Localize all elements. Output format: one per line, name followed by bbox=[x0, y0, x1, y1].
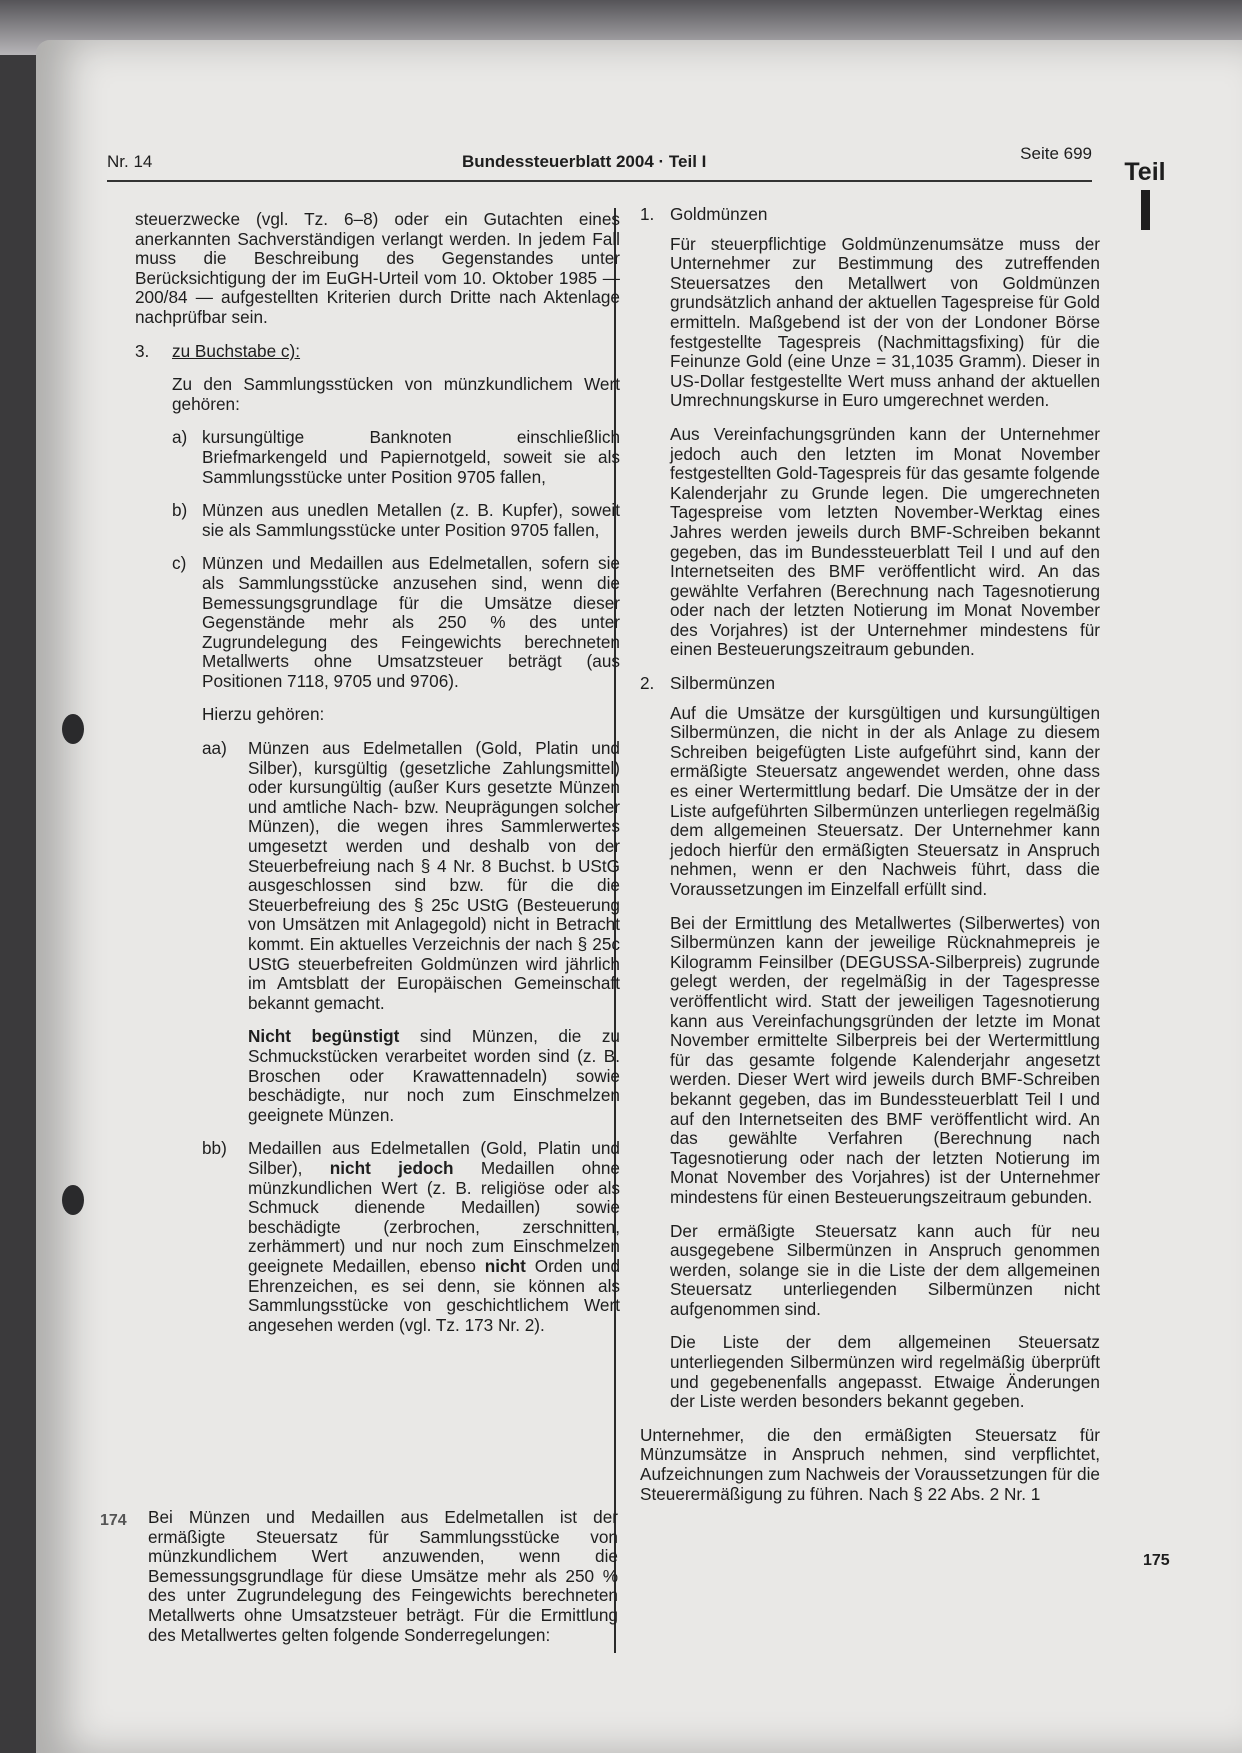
paragraph-174 bbox=[148, 1508, 618, 1659]
list-item bbox=[172, 501, 620, 540]
paragraph: Für steuerpflichtige Goldmünzenumsätze muss der Unternehmer zur Bestimmung des zutreffenden Steuersatzes den Metallwert von Goldmünzen grundsätzlich anhand der aktuellen Tagespreise für Gold ermitteln. Maßgebend ist der von der Londoner Börse festgestellte Tagespreis (Nachmittagsfixing) für die Feinunze Gold (eine Unze = 31,1035 Gramm). Dieser in US-Dollar festgestellte Wert muss anhand der aktuellen Umrechnungskurse in Euro umgerechnet werden. bbox=[670, 233, 1100, 411]
punch-hole bbox=[62, 714, 84, 744]
issue-number: Nr. 14 bbox=[107, 152, 153, 171]
paragraph: Auf die Umsätze der kursgültigen und kursungültigen Silbermünzen, die nicht in der als Anlage zu diesem Schreiben beigefügten Liste aufgeführt sind, kann der ermäßigte Steuersatz angewendet werden, ohne dass es einer Wertermittlung bedarf. Die Umsätze der in der Liste aufgeführten Silbermünzen unterliegen regelmäßig dem allgemeinen Steuersatz. Der Unternehmer kann jedoch hierfür den ermäßigten Steuersatz in Anspruch nehmen, wenn er den Nachweis führt, dass die Voraussetzungen im Einzelfall erfüllt sind. bbox=[670, 702, 1100, 899]
item-marker: b) bbox=[172, 500, 188, 521]
list-item bbox=[135, 342, 620, 1336]
sub-item bbox=[202, 1139, 620, 1335]
left-column bbox=[135, 210, 620, 1349]
list-item bbox=[172, 554, 620, 1335]
margin-number: 174 bbox=[100, 1512, 127, 1529]
paragraph: Der ermäßigte Steuersatz kann auch für neu ausgegebene Silbermünzen in Anspruch genommen werden, solange sie in die Liste der dem allgemeinen Steuersatz unterliegenden Silbermünzen nicht aufgenommen sind. bbox=[670, 1220, 1100, 1319]
list-item bbox=[172, 428, 620, 487]
teil-label: Teil bbox=[1124, 158, 1166, 186]
emphasis: nicht jedoch bbox=[329, 1157, 454, 1178]
paragraph: Unternehmer, die den ermäßigten Steuersatz für Münzumsätze in Anspruch nehmen, sind verpflichtet, Aufzeichnungen zum Nachweis der Voraussetzungen für die Steuerermäßigung zu führen. Nach § 22 Abs. 2 Nr. 1 bbox=[640, 1424, 1100, 1504]
paragraph: Bei der Ermittlung des Metallwertes (Silberwertes) von Silbermünzen kann der jeweilige Rücknahmepreis je Kilogramm Feinsilber (DEGUSSA-Silberpreis) zugrunde gelegt werden, der regelmäßig in der Tagespresse veröffentlicht wird. Statt der jeweiligen Tagesnotierung kann aus Vereinfachungsgründen der letzte im Monat November ermittelte Silberpreis bei der Wertermittlung für das gesamte folgende Kalenderjahr angesetzt werden. Dieser Wert wird jeweils durch BMF-Schreiben bekannt gegeben, das im Bundessteuerblatt Teil I und auf den Internetseiten des BMF veröffentlicht wird. An das gewählte Verfahren (Berechnung nach Tagesnotierung oder nach der letzten Notierung im Monat November des Vorjahres) ist der Unternehmer mindestens für einen Besteuerungszeitraum gebunden. bbox=[670, 912, 1100, 1207]
section-heading: zu Buchstabe c): bbox=[172, 340, 301, 361]
teil-marker bbox=[1110, 160, 1180, 230]
page-number: Seite 699 bbox=[1020, 144, 1092, 163]
emphasis: nicht bbox=[484, 1255, 526, 1276]
list-item bbox=[640, 674, 1100, 1412]
teil-numeral bbox=[1141, 190, 1150, 230]
item-text: Münzen aus Edelmetallen (Gold, Platin und Silber), kursgültig (gesetzliche Zahlungsmittel) oder kursungültig (außer Kurs gesetzte Münzen und amtliche Nach- bzw. Neuprägungen solcher Münzen), die wegen ihres Sammlerwertes umgesetzt werden und deshalb von der Steuerbefreiung nach § 4 Nr. 8 Buchst. b UStG ausgeschlossen sind bzw. für die die Steuerbefreiung des § 25c UStG (Besteuerung von Umsätzen mit Anlagegold) nicht in Betracht kommt. Ein aktuelles Verzeichnis der nach § 25c UStG steuerbefreiten Goldmünzen wird jährlich im Amtsblatt der Europäischen Gemeinschaft bekannt gemacht. bbox=[248, 738, 620, 1013]
item-text: kursungültige Banknoten einschließlich Briefmarkengeld und Papiernotgeld, soweit sie als Sammlungsstücke unter Position 9705 fallen, bbox=[202, 427, 620, 487]
publication-title: Bundessteuerblatt 2004 · Teil I bbox=[462, 152, 707, 171]
margin-number: 175 bbox=[1143, 1552, 1170, 1569]
sub-item bbox=[202, 739, 620, 1125]
paragraph: Nicht begünstigt sind Münzen, die zu Schmuckstücken verarbeitet worden sind (z. B. Broschen oder Krawattennadeln) sowie beschädigte, nur noch zum Einschmelzen geeignete Münzen. bbox=[248, 1026, 620, 1125]
paragraph: Hierzu gehören: bbox=[202, 704, 325, 725]
paragraph: Bei Münzen und Medaillen aus Edelmetallen ist der ermäßigte Steuersatz für Sammlungsstücke von münzkundlichem Wert anzuwenden, wenn die Bemessungsgrundlage für diese Umsätze mehr als 250 % des unter Zugrundelegung des Feingewichts berechneten Metallwerts ohne Umsatzsteuer beträgt. Für die Ermittlung des Metallwertes gelten folgende Sonderregelungen: bbox=[148, 1507, 618, 1645]
page-header bbox=[107, 140, 1092, 182]
item-marker: 3. bbox=[135, 340, 150, 361]
item-marker: 2. bbox=[640, 673, 655, 694]
punch-hole bbox=[62, 1185, 84, 1215]
section-heading: Goldmünzen bbox=[670, 204, 768, 224]
emphasis: Nicht begünstigt bbox=[248, 1026, 400, 1047]
paragraph: Die Liste der dem allgemeinen Steuersatz unterliegenden Silbermünzen wird regelmäßig überprüft und gegebenenfalls angepasst. Etwaige Änderungen der Liste werden besonders bekannt gegeben. bbox=[670, 1332, 1100, 1412]
list-item bbox=[640, 205, 1100, 660]
item-marker: c) bbox=[172, 553, 187, 574]
paragraph: steuerzwecke (vgl. Tz. 6–8) oder ein Gutachten eines anerkannten Sachverständigen verlangt werden. In jedem Fall muss die Beschreibung des Gegenstandes unter Berücksichtigung der im EuGH-Urteil vom 10. Oktober 1985 — 200/84 — aufgestellten Kriterien durch Dritte nach Aktenlage nachprüfbar sein. bbox=[135, 209, 620, 327]
item-text: Medaillen aus Edelmetallen (Gold, Platin und Silber), nicht jedoch Medaillen ohne münzkundlichen Wert (z. B. religiöse oder als Schmuck dienende Medaillen) sowie beschädigte (zerbrochen, zerschnitten, zerhämmert) und nur noch zum Einschmelzen geeignete Medaillen, ebenso nicht Orden und Ehrenzeichen, es sei denn, sie können als Sammlungsstücke von geschichtlichem Wert angesehen werden (vgl. Tz. 173 Nr. 2). bbox=[248, 1138, 621, 1335]
item-marker: bb) bbox=[202, 1138, 227, 1159]
item-text: Münzen aus unedlen Metallen (z. B. Kupfer), soweit sie als Sammlungsstücke unter Position 9705 fallen, bbox=[202, 500, 620, 540]
item-marker: a) bbox=[172, 427, 188, 448]
item-marker: aa) bbox=[202, 738, 227, 759]
item-marker: 1. bbox=[640, 204, 655, 224]
item-text: Münzen und Medaillen aus Edelmetallen, sofern sie als Sammlungsstücke anzusehen sind, wenn die Bemessungsgrundlage für die Umsätze dieser Gegenstände mehr als 250 % des unter Zugrundelegung des Feingewichts berechneten Metallwerts ohne Umsatzsteuer beträgt (aus Positionen 7118, 9705 und 9706). bbox=[202, 553, 620, 691]
section-heading: Silbermünzen bbox=[670, 673, 776, 694]
right-column bbox=[640, 205, 1100, 1518]
paragraph: Zu den Sammlungsstücken von münzkundlichem Wert gehören: bbox=[172, 374, 620, 414]
paragraph: Aus Vereinfachungsgründen kann der Unternehmer jedoch auch den letzten im Monat November festgestellten Gold-Tagespreis für das gesamte folgende Kalenderjahr zu Grunde legen. Die umgerechneten Tagespreise vom letzten November-Werktag eines Jahres werden jeweils durch BMF-Schreiben bekannt gegeben, das im Bundessteuerblatt Teil I und auf den Internetseiten des BMF veröffentlicht wird. An das gewählte Verfahren (Berechnung nach Tagesnotierung oder nach der letzten Notierung im Monat November des Vorjahres) ist der Unternehmer mindestens für einen Besteuerungszeitraum gebunden. bbox=[670, 423, 1100, 660]
